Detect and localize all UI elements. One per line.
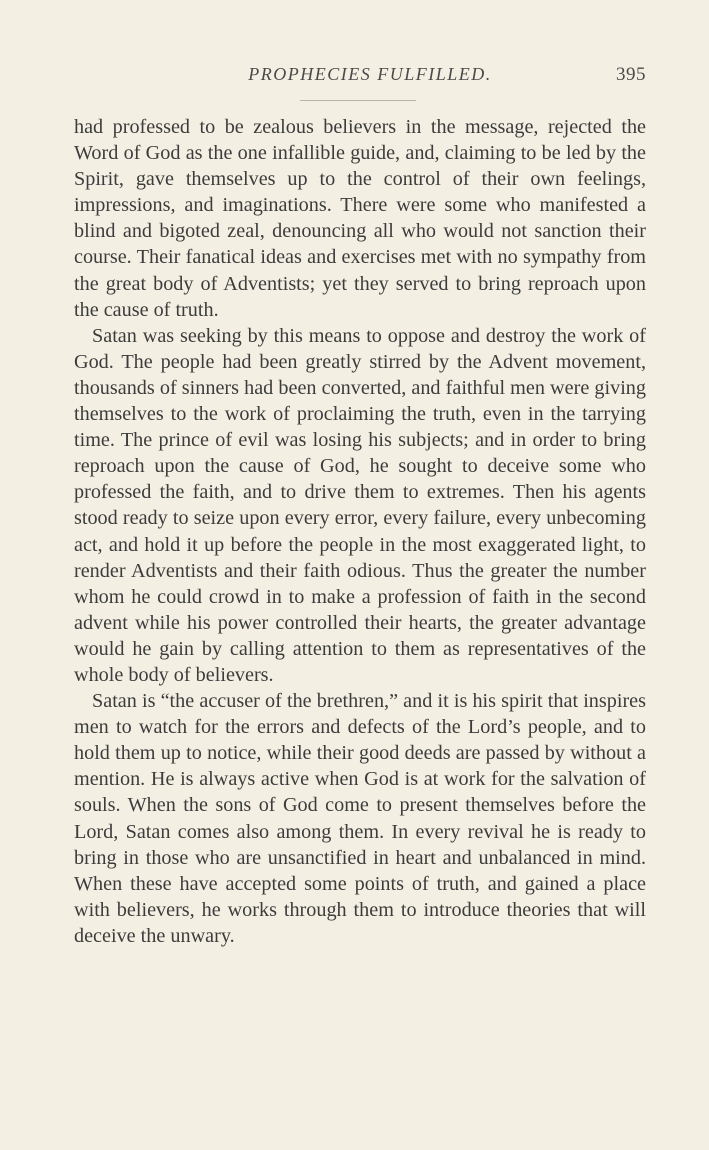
paragraph: had professed to be zealous believers in the message, rejected the Word of God as the one infallible guide, and, claiming to be led by the Spirit, gave themselves up to the control of their own feelings, impressions, and imaginations. There were some who manifested a blind and bigoted zeal, denouncing all who would not sanction their course. Their fanatical ideas and exercises met with no sympathy from the great body of Adventists; yet they served to bring reproach upon the cause of truth.	[74, 116, 646, 321]
running-title: PROPHECIES FULFILLED.	[248, 64, 492, 84]
paragraph: Satan was seeking by this means to oppose and destroy the work of God. The people had been greatly stirred by the Advent movement, thousands of sinners had been converted, and faithful men were giving themselves to the work of proclaiming the truth, even in the tarrying time. The prince of evil was losing his subjects; and in order to bring reproach upon the cause of God, he sought to deceive some who professed the faith, and to drive them to extremes. Then his agents stood ready to seize upon every error, every failure, every unbecoming act, and hold it up before the people in the most exaggerated light, to render Adventists and their faith odious. Thus the greater the number whom he could crowd in to make a profession of faith in the second advent while his power controlled their hearts, the greater advantage would he gain by calling attention to them as representatives of the whole body of believers.	[74, 324, 646, 686]
paragraph: Satan is “the accuser of the brethren,” and it is his spirit that inspires men to watch for the errors and defects of the Lord’s people, and to hold them up to notice, while their good deeds are passed by without a mention. He is always active when God is at work for the salvation of souls. When the sons of God come to present themselves before the Lord, Satan comes also among them. In every revival he is ready to bring in those who are unsanctified in heart and unbalanced in mind. When these have accepted some points of truth, and gained a place with believers, he works through them to introduce theories that will deceive the unwary.	[74, 690, 646, 947]
book-page	[74, 62, 646, 949]
body-text	[74, 114, 646, 949]
header-rule	[300, 100, 416, 101]
page-number: 395	[616, 64, 646, 85]
running-head	[74, 62, 646, 90]
